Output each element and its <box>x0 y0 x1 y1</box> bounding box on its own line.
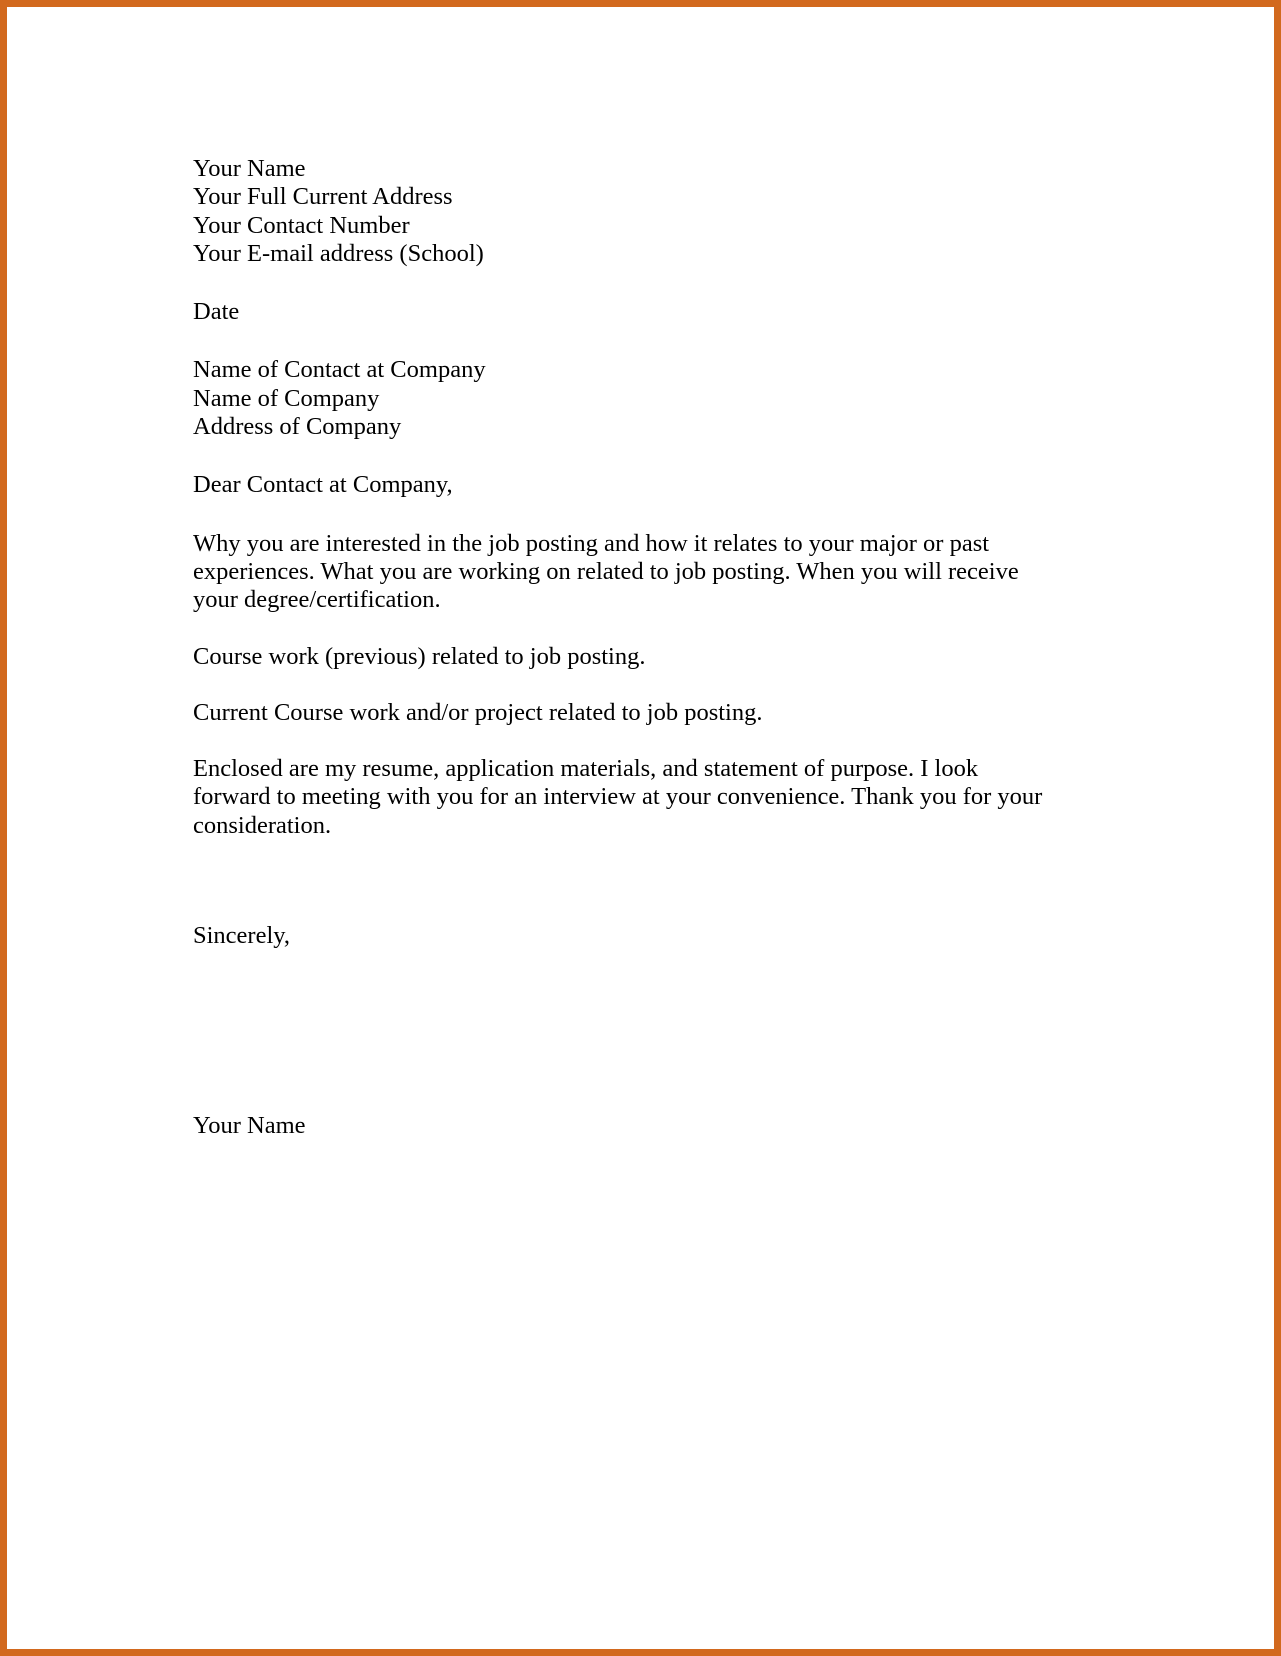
body-paragraph-2: Course work (previous) related to job posting. <box>193 642 646 670</box>
sender-line-address: Your Full Current Address <box>193 183 453 211</box>
sender-line-phone: Your Contact Number <box>193 211 410 239</box>
date-block <box>193 298 1053 326</box>
date-line: Date <box>193 298 240 326</box>
sender-line-name: Your Name <box>193 155 306 182</box>
document-sheet <box>7 7 1274 1649</box>
closing-line: Sincerely, <box>193 922 291 950</box>
recipient-line-company: Name of Company <box>193 384 380 412</box>
closing-spacer <box>193 868 1053 922</box>
letter-body <box>193 155 1053 1141</box>
sender-line-email: Your E-mail address (School) <box>193 239 484 267</box>
body-paragraph-3: Current Course work and/or project related to job posting. <box>193 698 763 726</box>
recipient-line-address: Address of Company <box>193 413 402 441</box>
salutation-block <box>193 471 1053 499</box>
body-paragraph-4: Enclosed are my resume, application materials, and statement of purpose. I look forward to meeting with you for an interview at your convenience. Thank you for your consideration. <box>193 755 1043 839</box>
recipient-address-block <box>193 356 1053 441</box>
recipient-line-contact: Name of Contact at Company <box>193 356 486 384</box>
signature-space <box>193 950 1053 1112</box>
sender-address-block <box>193 155 1053 268</box>
signature-name-line: Your Name <box>193 1112 306 1140</box>
salutation-line: Dear Contact at Company, <box>193 471 453 499</box>
body-paragraph-1: Why you are interested in the job posting and how it relates to your major or past experiences. What you are working on related to job posting. When you will receive your degree/certification. <box>193 529 1019 614</box>
